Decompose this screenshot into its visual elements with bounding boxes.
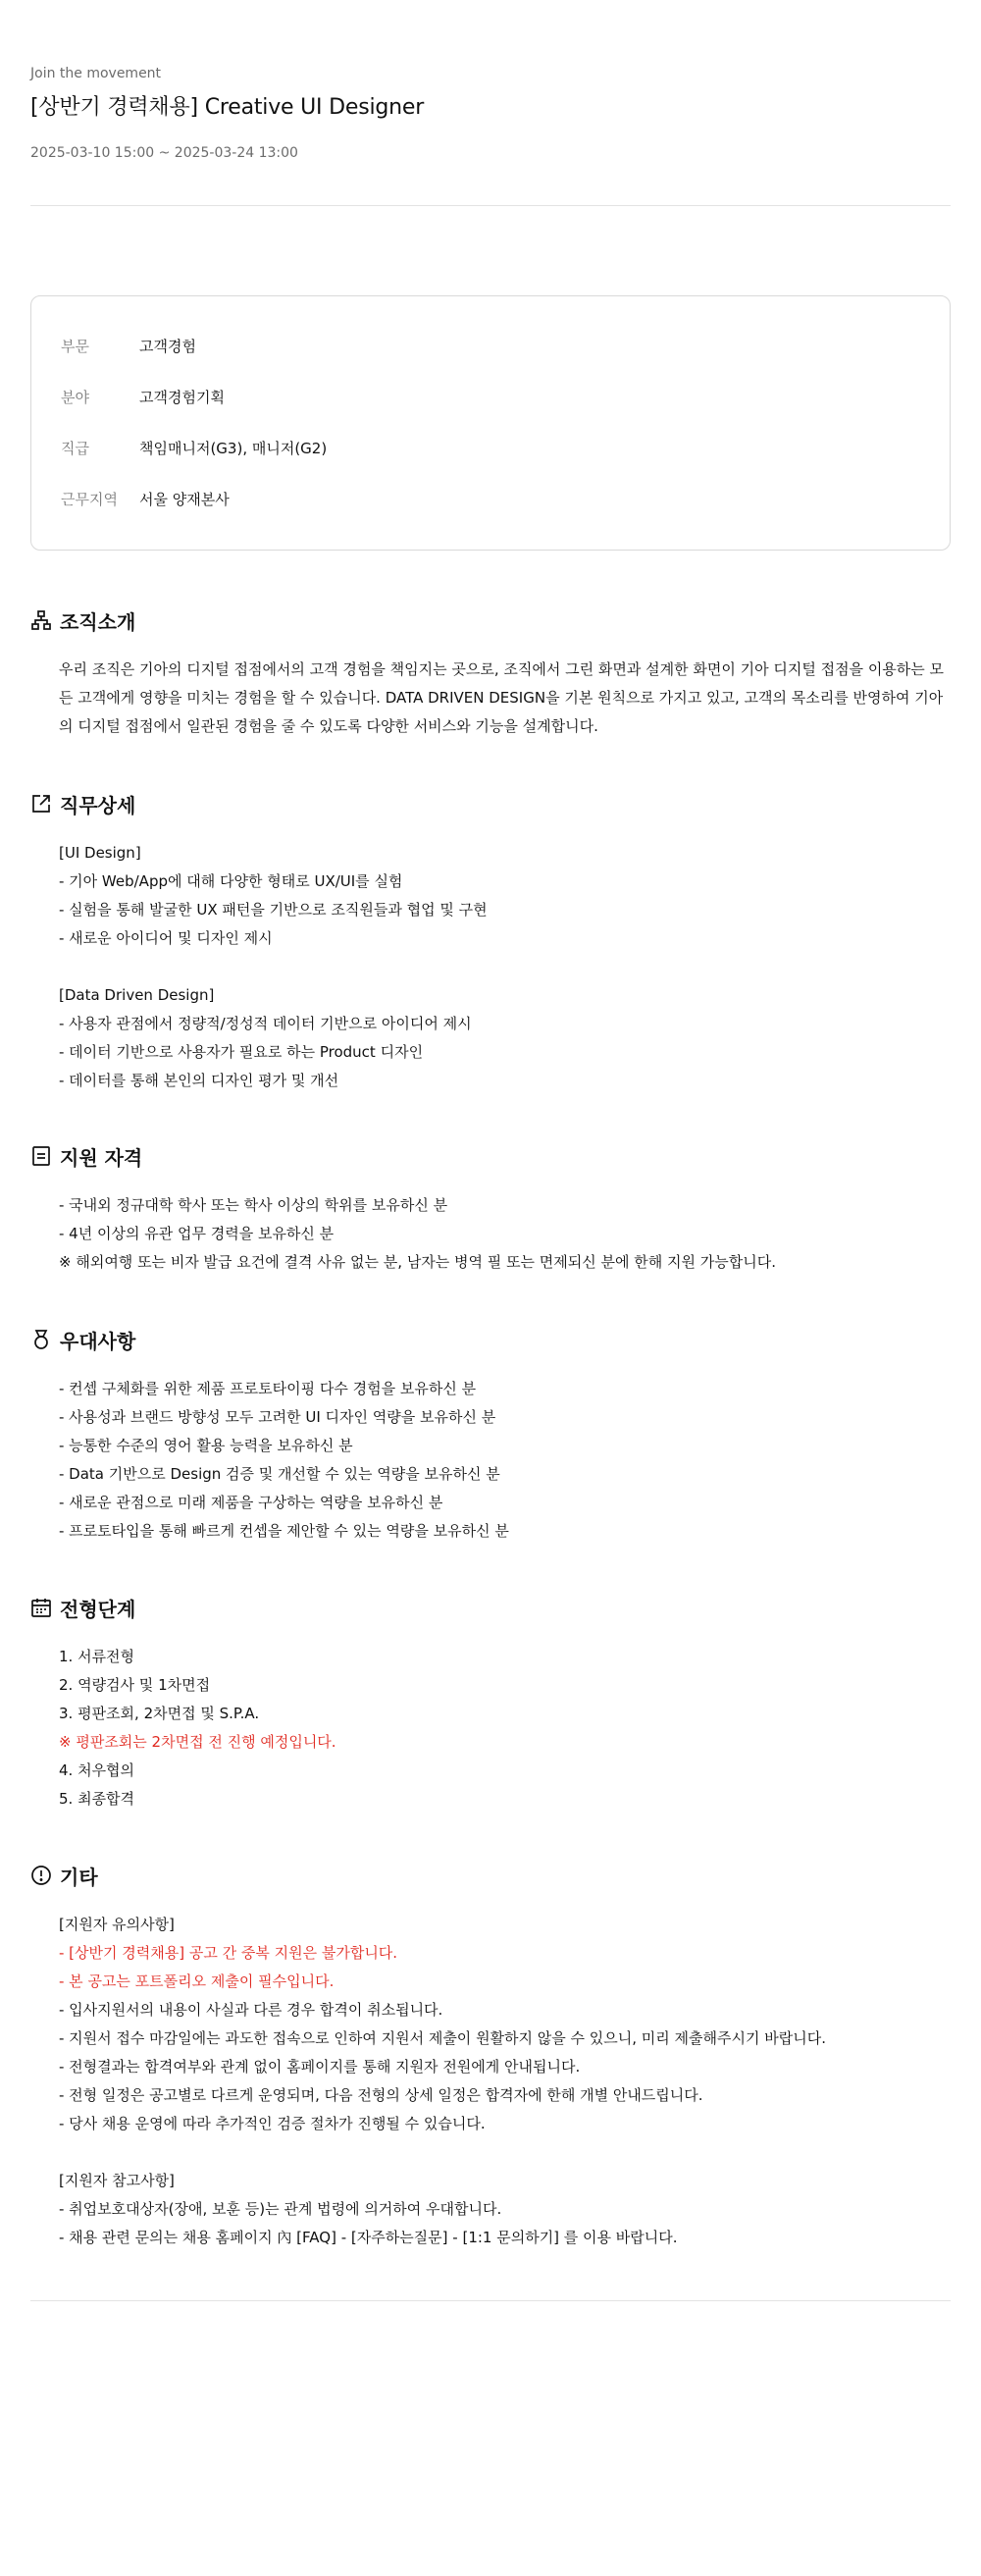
calendar-icon: [30, 1597, 52, 1618]
list-item: - 지원서 접수 마감일에는 과도한 접속으로 인하여 지원서 제출이 원활하지 않을 수 있으니, 미리 제출해주시기 바랍니다.: [59, 2029, 826, 2047]
org-description: 우리 조직은 기아의 디지털 접점에서의 고객 경험을 책임지는 곳으로, 조직에서 그린 화면과 설계한 화면이 기아 디지털 접점을 이용하는 모든 고객에게 영향을 미치는 경험을 할 수 있습니다. DATA DRIVEN DESIGN을 기본 원칙으로 가지고 있고, 고객의 목소리를 반영하여 기아의 디지털 접점에서 일관된 경험을 줄 수 있도록 다양한 서비스와 기능을 설계합니다.: [59, 660, 945, 735]
section-title: 지원 자격: [60, 1145, 143, 1170]
alert-circle-icon: [30, 1865, 52, 1886]
section-org: [30, 606, 951, 741]
info-value: 고객경험기획: [139, 389, 225, 406]
info-value: 책임매니저(G3), 매니저(G2): [139, 440, 328, 457]
process-notice: ※ 평판조회는 2차면접 전 진행 예정입니다.: [59, 1733, 336, 1751]
list-item-warning: - [상반기 경력채용] 공고 간 중복 지원은 불가합니다.: [59, 1944, 398, 1962]
divider-top: [30, 205, 951, 206]
list-item: [Data Driven Design]: [59, 986, 215, 1004]
section-title: 전형단계: [60, 1597, 136, 1621]
edit-external-icon: [30, 793, 52, 815]
list-item: - 4년 이상의 유관 업무 경력을 보유하신 분: [59, 1225, 335, 1242]
list-item: - 기아 Web/App에 대해 다양한 형태로 UX/UI를 실험: [59, 872, 403, 890]
section-title: 우대사항: [60, 1329, 136, 1353]
process-step: 2. 역량검사 및 1차면접: [59, 1676, 211, 1694]
section-body: [59, 1643, 951, 1814]
list-item: - 실험을 통해 발굴한 UX 패턴을 기반으로 조직원들과 협업 및 구현: [59, 901, 488, 919]
list-item: - 데이터를 통해 본인의 디자인 평가 및 개선: [59, 1072, 339, 1089]
blank-line: [59, 953, 951, 981]
list-item: - 새로운 관점으로 미래 제품을 구상하는 역량을 보유하신 분: [59, 1494, 443, 1511]
info-value: 고객경험: [139, 338, 196, 355]
info-value: 서울 양재본사: [139, 491, 230, 508]
section-qualification: [30, 1142, 951, 1277]
list-item: - 당사 채용 운영에 따라 추가적인 검증 절차가 진행될 수 있습니다.: [59, 2115, 486, 2132]
list-item-warning: - 본 공고는 포트폴리오 제출이 필수입니다.: [59, 1972, 335, 1990]
process-step: 4. 처우협의: [59, 1761, 135, 1779]
section-title: 기타: [60, 1865, 98, 1889]
info-key: 분야: [61, 389, 89, 406]
list-item: - 입사지원서의 내용이 사실과 다른 경우 합격이 취소됩니다.: [59, 2001, 443, 2019]
document-icon: [30, 1145, 52, 1167]
list-item: - 채용 관련 문의는 채용 홈페이지 內 [FAQ] - [자주하는질문] - [1:1 문의하기] 를 이용 바랍니다.: [59, 2229, 678, 2246]
section-duty: [30, 790, 951, 1095]
list-item: - 새로운 아이디어 및 디자인 제시: [59, 929, 273, 947]
list-item: ※ 해외여행 또는 비자 발급 요건에 결격 사유 없는 분, 남자는 병역 필 또는 면제되신 분에 한해 지원 가능합니다.: [59, 1253, 777, 1271]
info-row-division: [61, 336, 196, 356]
info-key: 근무지역: [61, 491, 118, 508]
eyebrow-text: Join the movement: [30, 66, 162, 81]
org-chart-icon: [30, 609, 52, 631]
section-body: [59, 839, 951, 1095]
medal-icon: [30, 1329, 52, 1350]
list-item: - 전형 일정은 공고별로 다르게 운영되며, 다음 전형의 상세 일정은 합격자에 한해 개별 안내드립니다.: [59, 2086, 703, 2104]
list-item: - 사용성과 브랜드 방향성 모두 고려한 UI 디자인 역량을 보유하신 분: [59, 1408, 496, 1426]
divider-bottom: [30, 2300, 951, 2301]
list-item: - 컨셉 구체화를 위한 제품 프로토타이핑 다수 경험을 보유하신 분: [59, 1380, 477, 1397]
blank-line: [59, 2138, 951, 2167]
info-row-field: [61, 387, 225, 407]
section-preferred: [30, 1326, 951, 1546]
info-row-grade: [61, 438, 327, 458]
list-item: - 프로토타입을 통해 빠르게 컨셉을 제안할 수 있는 역량을 보유하신 분: [59, 1522, 509, 1540]
list-item: - 사용자 관점에서 정량적/정성적 데이터 기반으로 아이디어 제시: [59, 1015, 472, 1032]
list-item: - 능통한 수준의 영어 활용 능력을 보유하신 분: [59, 1437, 353, 1454]
section-body: [59, 1191, 951, 1277]
application-period: 2025-03-10 15:00 ~ 2025-03-24 13:00: [30, 145, 298, 161]
list-item: - 전형결과는 합격여부와 관계 없이 홈페이지를 통해 지원자 전원에게 안내됩니다.: [59, 2058, 581, 2076]
info-row-location: [61, 489, 230, 509]
section-body: [59, 1375, 951, 1546]
process-step: 1. 서류전형: [59, 1648, 135, 1665]
list-item: - 취업보호대상자(장애, 보훈 등)는 관계 법령에 의거하여 우대합니다.: [59, 2200, 502, 2218]
list-item: [UI Design]: [59, 844, 141, 862]
section-body: [59, 656, 951, 741]
section-etc: [30, 1862, 951, 2252]
section-title: 직무상세: [60, 793, 136, 817]
job-info-card: [30, 295, 951, 551]
section-title: 조직소개: [60, 609, 136, 634]
list-heading: [지원자 유의사항]: [59, 1916, 175, 1933]
list-item: - 국내외 정규대학 학사 또는 학사 이상의 학위를 보유하신 분: [59, 1196, 448, 1214]
list-heading: [지원자 참고사항]: [59, 2172, 175, 2189]
info-key: 직급: [61, 440, 89, 457]
list-item: - 데이터 기반으로 사용자가 필요로 하는 Product 디자인: [59, 1043, 424, 1061]
list-item: - Data 기반으로 Design 검증 및 개선할 수 있는 역량을 보유하신 분: [59, 1465, 500, 1483]
page-title: [상반기 경력채용] Creative UI Designer: [30, 95, 425, 120]
info-key: 부문: [61, 338, 89, 355]
section-process: [30, 1594, 951, 1814]
process-step: 3. 평판조회, 2차면접 및 S.P.A.: [59, 1705, 260, 1722]
section-body: [59, 1911, 951, 2252]
process-step: 5. 최종합격: [59, 1790, 135, 1808]
